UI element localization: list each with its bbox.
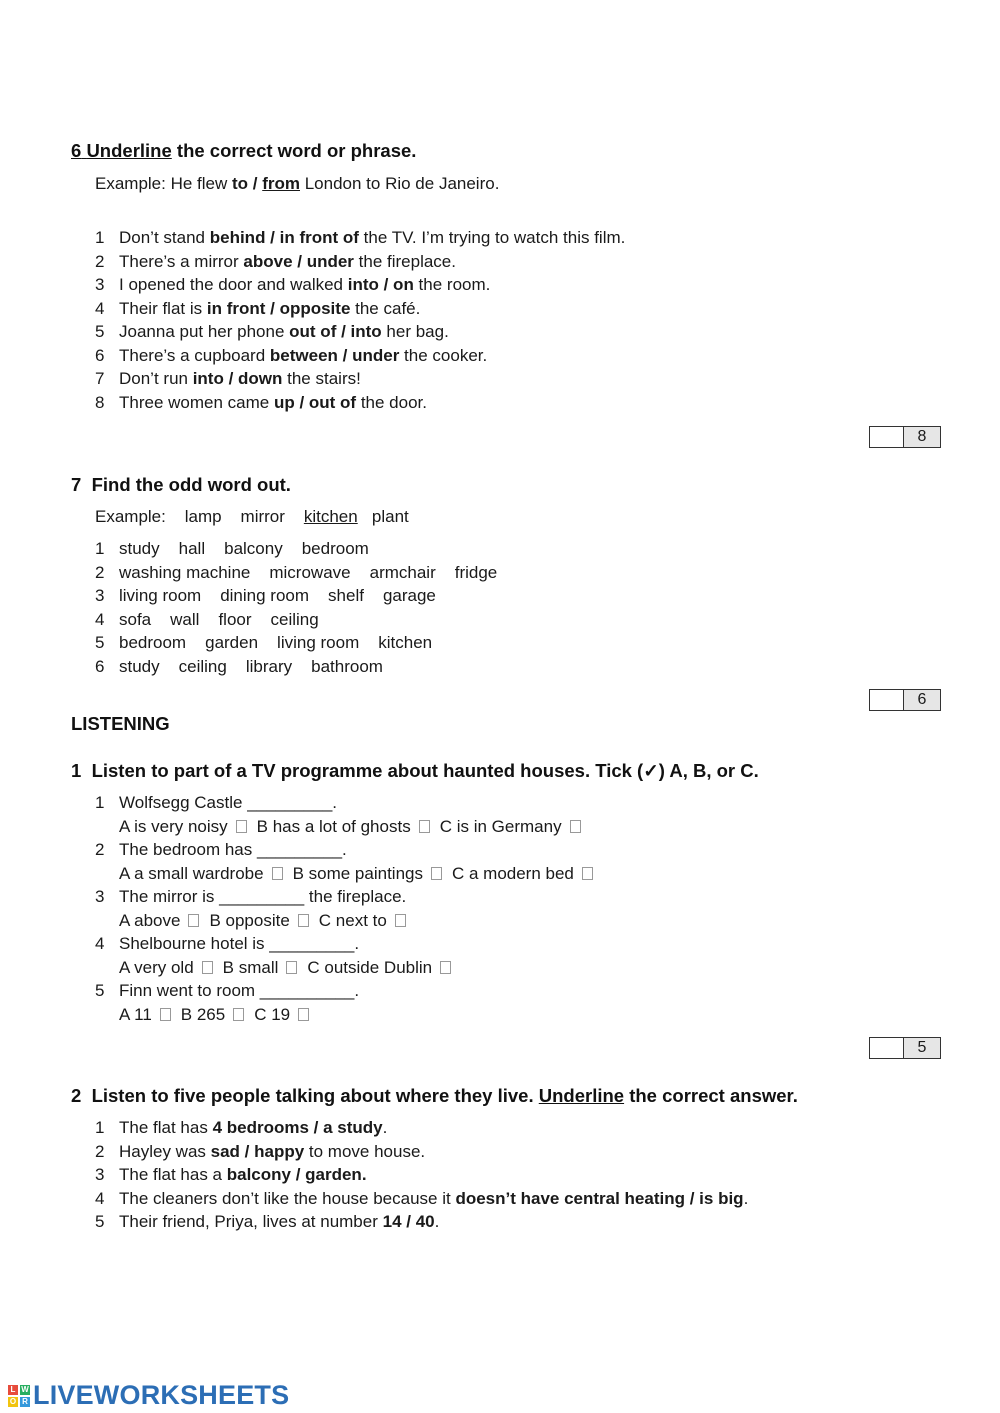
item-words [119, 537, 388, 561]
logo-cube: W [21, 1384, 29, 1394]
item-words [119, 561, 516, 585]
item-text-after: to move house. [304, 1141, 426, 1161]
item-words [119, 655, 402, 679]
option-label: C is in Germany [439, 816, 562, 836]
word-choice[interactable]: living room [119, 586, 202, 605]
option-label: A is very noisy [119, 816, 228, 836]
item-words [119, 608, 338, 632]
section-6-example: Example: He flew to / from London to Rio de Janeiro. [95, 174, 500, 193]
item-text-before: There’s a mirror [119, 251, 244, 271]
answer-option[interactable] [307, 956, 455, 980]
answer-option[interactable] [119, 815, 251, 839]
logo-cube: O [9, 1396, 17, 1406]
score-input-area[interactable] [870, 1038, 903, 1058]
logo-text: LIVEWORKSHEETS [33, 1380, 290, 1410]
item-text [119, 367, 361, 391]
word-choice[interactable]: sofa [119, 609, 152, 629]
answer-option[interactable] [223, 956, 302, 980]
answer-choices[interactable]: 4 bedrooms / a study [212, 1118, 383, 1137]
logo-cube: L [8, 1385, 18, 1395]
word-choice[interactable]: microwave [269, 562, 351, 582]
option-label: B 265 [180, 1004, 226, 1024]
tick-box[interactable] [298, 1008, 309, 1021]
word-choice[interactable]: bathroom [311, 656, 383, 676]
tick-box[interactable] [582, 867, 593, 880]
list-item [95, 655, 516, 679]
item-text [119, 250, 456, 274]
tick-box[interactable] [160, 1008, 171, 1021]
list-item [95, 250, 625, 274]
question-stem [95, 932, 603, 956]
item-text [119, 1116, 387, 1140]
option-label: B has a lot of ghosts [256, 816, 411, 836]
word-choice[interactable]: ceiling [270, 609, 319, 629]
item-text [119, 226, 625, 250]
answer-option[interactable] [119, 862, 287, 886]
item-text-after: the fireplace. [353, 251, 456, 271]
answer-choices[interactable]: sad / happy [210, 1141, 305, 1161]
answer-option[interactable] [209, 909, 312, 933]
question-stem [95, 979, 603, 1003]
item-text-after: . [382, 1118, 388, 1137]
item-words [119, 631, 451, 655]
list-item [95, 1187, 748, 1211]
answer-option[interactable] [257, 815, 434, 839]
option-label: A a small wardrobe [119, 863, 264, 883]
score-input-area[interactable] [870, 690, 903, 710]
item-text-after: her bag. [381, 322, 449, 341]
item-number: 2 [95, 251, 105, 271]
tick-box[interactable] [202, 961, 213, 974]
option-label: A very old [119, 957, 194, 977]
list-item [95, 561, 516, 585]
section-7-title: 7 Find the odd word out. [71, 474, 291, 495]
answer-choices[interactable]: in front / opposite [206, 298, 351, 318]
item-number: 3 [95, 275, 105, 294]
item-text-after: the TV. I’m trying to watch this film. [358, 228, 626, 247]
item-number: 3 [95, 1165, 105, 1184]
answer-choices[interactable]: above / under [243, 251, 354, 271]
section-6-title-rest: the correct word or phrase. [171, 140, 417, 161]
item-number: 8 [95, 392, 105, 412]
tick-box[interactable] [188, 914, 199, 927]
liveworksheets-logo[interactable] [8, 1380, 289, 1411]
item-text [119, 391, 427, 415]
word-choice[interactable]: fridge [454, 562, 498, 582]
tick-box[interactable] [286, 961, 297, 974]
item-text-before: Don’t run [119, 369, 193, 388]
item-number: 2 [95, 1141, 105, 1161]
option-label: B some paintings [292, 863, 423, 883]
answer-option[interactable] [181, 1003, 248, 1027]
option-label: B opposite [209, 910, 290, 930]
tick-box[interactable] [419, 820, 430, 833]
word-choice[interactable]: hall [178, 539, 206, 558]
answer-choices[interactable]: doesn’t have central heating / is big [455, 1188, 744, 1208]
option-row [95, 909, 603, 933]
word-choice[interactable]: washing machine [119, 562, 251, 582]
item-number: 5 [95, 1212, 105, 1231]
item-number: 2 [95, 562, 105, 582]
stem-text: Finn went to room __________. [119, 981, 360, 1000]
word-choice[interactable]: ceiling [178, 656, 227, 676]
list-item [95, 608, 516, 632]
item-number: 4 [95, 609, 105, 629]
item-number: 4 [95, 1188, 105, 1208]
item-text-after: the door. [356, 392, 427, 412]
answer-option[interactable] [452, 862, 597, 886]
listening-q1-score-total: 5 [903, 1038, 940, 1058]
item-number: 4 [95, 298, 105, 318]
item-text [119, 297, 420, 321]
word-choice[interactable]: bedroom [301, 539, 369, 558]
item-number: 6 [95, 345, 105, 365]
item-text-before: Don’t stand [119, 228, 210, 247]
list-item [95, 584, 516, 608]
answer-choices[interactable]: 14 / 40 [382, 1212, 435, 1231]
list-item [95, 1163, 748, 1187]
word-choice[interactable]: library [245, 656, 293, 676]
item-text-before: There’s a cupboard [119, 345, 270, 365]
logo-cube: R [20, 1397, 30, 1407]
item-number: 1 [95, 1118, 105, 1137]
item-words [119, 584, 455, 608]
item-number: 3 [95, 586, 105, 605]
list-item [95, 537, 516, 561]
item-text-after: . [434, 1212, 440, 1231]
item-text [119, 1163, 367, 1187]
score-input-area[interactable] [870, 427, 903, 447]
tick-box[interactable] [570, 820, 581, 833]
item-text-before: The flat has [119, 1118, 213, 1137]
item-text-before: Hayley was [119, 1141, 211, 1161]
item-text-after: the café. [350, 298, 421, 318]
stem-text: Wolfsegg Castle _________. [119, 793, 338, 812]
answer-choices[interactable]: out of / into [289, 322, 382, 341]
answer-option[interactable] [254, 1003, 313, 1027]
list-item [95, 297, 625, 321]
list-item [95, 391, 625, 415]
item-text-before: Their friend, Priya, lives at number [119, 1212, 383, 1231]
item-number: 7 [95, 369, 105, 388]
option-row [95, 956, 603, 980]
list-item [95, 1210, 748, 1234]
list-item [95, 367, 625, 391]
item-number: 2 [95, 840, 105, 859]
stem-text: Shelbourne hotel is _________. [119, 934, 360, 953]
option-label: B small [222, 957, 279, 977]
listening-heading: LISTENING [71, 713, 170, 734]
section-6-score-box[interactable] [869, 426, 941, 448]
item-number: 5 [95, 633, 105, 652]
tick-box[interactable] [272, 867, 283, 880]
section-6-title-underlined: Underline [86, 140, 172, 161]
item-text-before: Three women came [119, 392, 274, 412]
list-item [95, 320, 625, 344]
item-number: 3 [95, 887, 105, 906]
item-text-before: The flat has a [119, 1165, 227, 1184]
word-choice[interactable]: garage [382, 586, 436, 605]
list-item [95, 1116, 748, 1140]
listening-q1-title: 1 Listen to part of a TV programme about haunted houses. Tick (✓) A, B, or C. [71, 760, 759, 781]
item-text [119, 1187, 748, 1211]
listening-q2-title: 2 Listen to five people talking about where they live. Underline the correct answer. [71, 1085, 798, 1106]
listening-q1-score-box[interactable] [869, 1037, 941, 1059]
listening-q2-list [95, 1116, 748, 1234]
word-choice[interactable]: dining room [220, 586, 310, 605]
question-stem [95, 791, 603, 815]
option-label: C a modern bed [451, 863, 574, 883]
option-row [95, 1003, 603, 1027]
item-text-before: Joanna put her phone [119, 322, 290, 341]
option-label: C outside Dublin [307, 957, 433, 977]
item-text [119, 1140, 425, 1164]
word-choice[interactable]: floor [218, 609, 252, 629]
item-text [119, 320, 449, 344]
answer-choices[interactable]: between / under [269, 345, 400, 365]
item-number: 5 [95, 981, 105, 1000]
answer-option[interactable] [119, 1003, 175, 1027]
item-text-before: I opened the door and walked [119, 275, 348, 294]
item-text-after: the cooker. [399, 345, 488, 365]
section-7-list [95, 537, 516, 678]
word-choice[interactable]: garden [205, 633, 259, 652]
item-text-before: The cleaners don’t like the house because it [119, 1188, 456, 1208]
item-number: 1 [95, 539, 105, 558]
word-choice[interactable]: armchair [369, 562, 436, 582]
tick-box[interactable] [440, 961, 451, 974]
listening-q1-list [95, 791, 603, 1026]
option-row [95, 815, 603, 839]
item-text [119, 1210, 439, 1234]
word-choice[interactable]: living room [277, 633, 360, 652]
word-choice[interactable]: balcony [224, 539, 283, 558]
tick-box[interactable] [298, 914, 309, 927]
tick-box[interactable] [236, 820, 247, 833]
answer-choices[interactable]: behind / in front of [209, 228, 359, 247]
item-text-after: the room. [413, 275, 491, 294]
section-7-score-total: 6 [903, 690, 940, 710]
section-6-number: 6 [71, 140, 82, 161]
word-choice[interactable]: wall [170, 609, 200, 629]
item-number: 4 [95, 934, 105, 953]
list-item [95, 1140, 748, 1164]
item-number: 1 [95, 793, 105, 812]
word-choice[interactable]: shelf [328, 586, 364, 605]
item-text [119, 344, 487, 368]
section-7-score-box[interactable] [869, 689, 941, 711]
section-7-example: Example: lamp mirror kitchen plant [95, 507, 409, 526]
item-number: 6 [95, 656, 105, 676]
logo-cubes-icon [8, 1385, 30, 1407]
word-choice[interactable]: kitchen [378, 633, 433, 652]
stem-text: The bedroom has _________. [119, 840, 347, 859]
answer-option[interactable] [293, 862, 446, 886]
section-6-score-total: 8 [903, 427, 940, 447]
list-item [95, 273, 625, 297]
answer-option[interactable] [319, 909, 410, 933]
word-choice[interactable]: bedroom [119, 633, 187, 652]
question-stem [95, 838, 603, 862]
answer-option[interactable] [440, 815, 585, 839]
option-label: A above [119, 910, 181, 930]
item-text-after: . [743, 1188, 749, 1208]
word-choice[interactable]: study [119, 539, 160, 558]
section-6-title [71, 140, 416, 162]
answer-choices[interactable]: into / on [347, 275, 414, 294]
tick-box[interactable] [431, 867, 442, 880]
tick-box[interactable] [233, 1008, 244, 1021]
stem-text: The mirror is _________ the fireplace. [119, 887, 407, 906]
answer-option[interactable] [119, 956, 217, 980]
option-label: C 19 [254, 1004, 291, 1024]
answer-option[interactable] [119, 909, 203, 933]
item-text [119, 273, 490, 297]
list-item [95, 344, 625, 368]
item-text-before: Their flat is [119, 298, 207, 318]
option-row [95, 862, 603, 886]
item-number: 1 [95, 228, 105, 247]
answer-choices[interactable]: into / down [192, 369, 283, 388]
list-item [95, 226, 625, 250]
item-text-after: the stairs! [282, 369, 361, 388]
option-label: C next to [318, 910, 387, 930]
list-item [95, 631, 516, 655]
question-stem [95, 885, 603, 909]
answer-choices[interactable]: up / out of [273, 392, 357, 412]
answer-choices[interactable]: balcony / garden. [226, 1165, 367, 1184]
item-number: 5 [95, 322, 105, 341]
option-label: A 11 [119, 1004, 152, 1024]
tick-box[interactable] [395, 914, 406, 927]
word-choice[interactable]: study [119, 656, 160, 676]
section-6-list [95, 226, 625, 414]
